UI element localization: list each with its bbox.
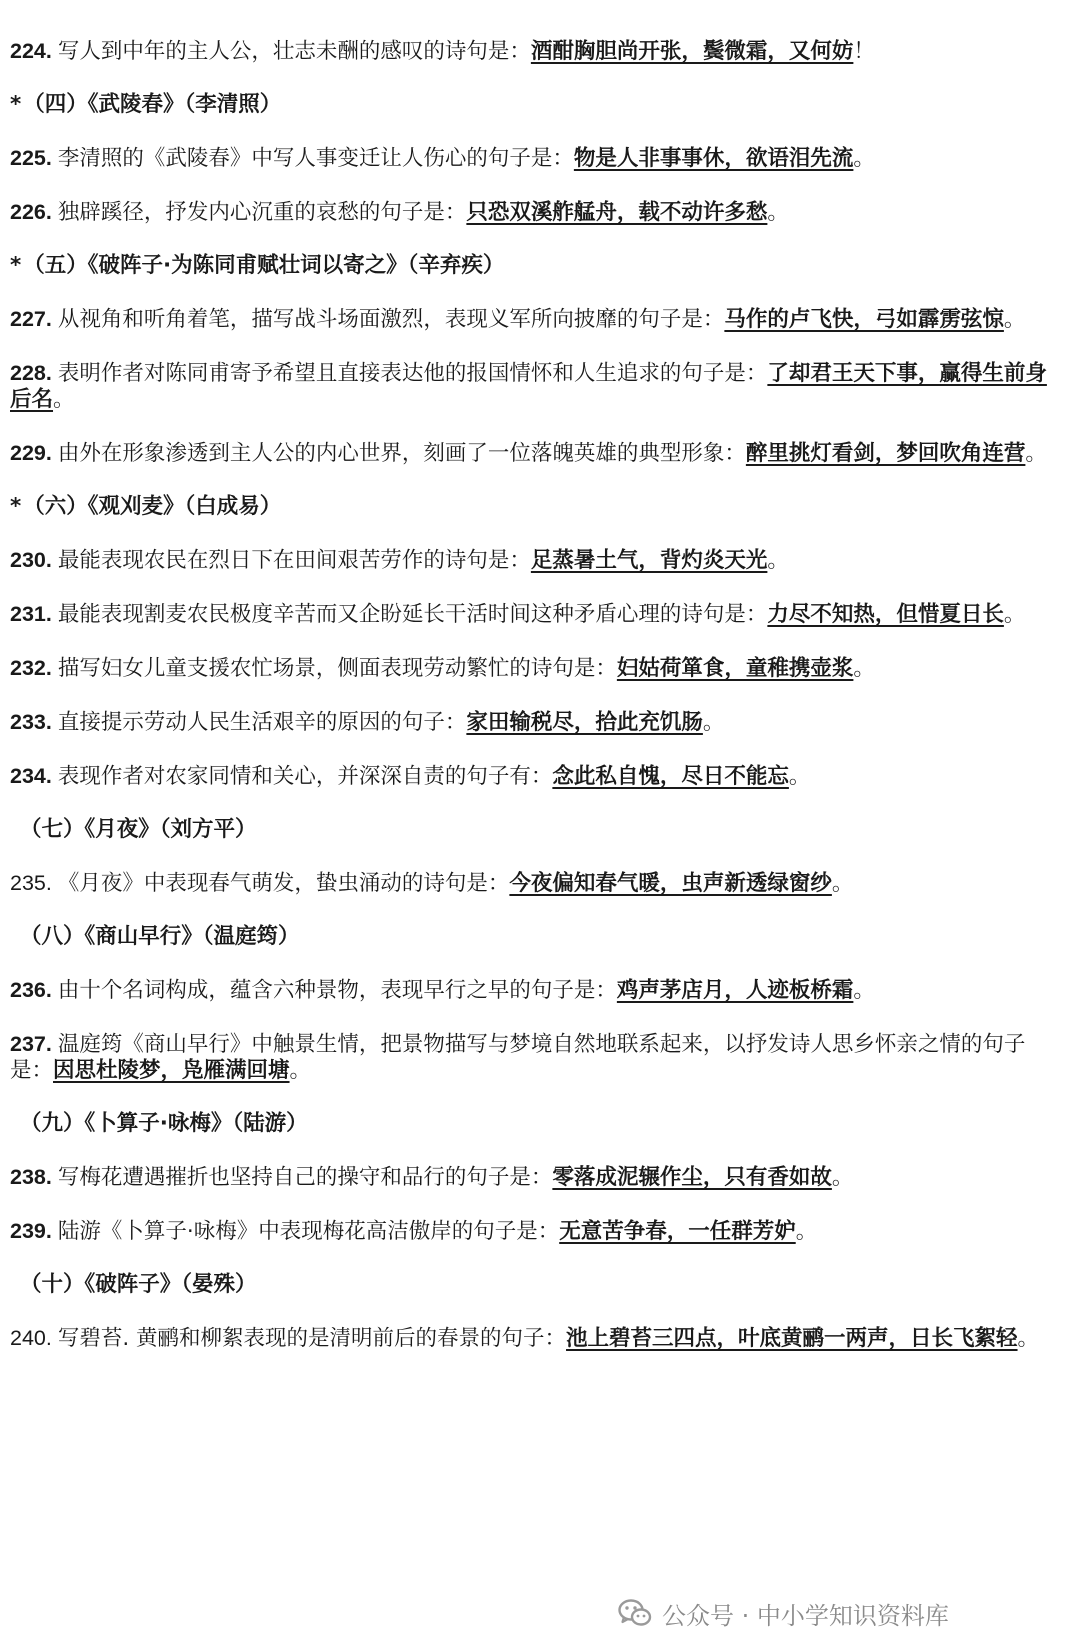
question-text: 温庭筠《商山早行》中触景生情，把景物描写与梦境自然地联系起来，以抒发诗人思乡怀亲之情的句子是： xyxy=(10,1032,1026,1083)
question-number: 231. xyxy=(10,602,52,626)
answer-text: 因思杜陵梦，凫雁满回塘 xyxy=(53,1058,290,1083)
answer-end-punct: 。 xyxy=(831,1165,854,1190)
answer-text: 今夜偏知春气暖，虫声新透绿窗纱 xyxy=(509,871,832,896)
question-number: 239. xyxy=(10,1219,52,1243)
question-item xyxy=(10,655,1068,682)
question-text: 写梅花遭遇摧折也坚持自己的操守和品行的句子是： xyxy=(57,1165,553,1190)
question-number: 230. xyxy=(10,548,52,572)
answer-end-punct: 。 xyxy=(53,387,75,412)
section-title: （六）《观刈麦》（白成易） xyxy=(23,494,282,519)
section-heading xyxy=(10,92,1068,118)
question-item xyxy=(10,709,1068,736)
answer-end-punct: 。 xyxy=(1003,307,1026,332)
question-item xyxy=(10,38,1068,65)
question-text: 写碧苔. 黄鹂和柳絮表现的是清明前后的春景的句子： xyxy=(57,1326,567,1351)
answer-text: 无意苦争春，一任群芳妒 xyxy=(559,1219,796,1244)
question-number: 238. xyxy=(10,1165,52,1189)
question-number: 225. xyxy=(10,146,52,170)
answer-text: 马作的卢飞快，弓如霹雳弦惊 xyxy=(724,307,1004,332)
question-item xyxy=(10,1031,1068,1084)
question-item xyxy=(10,440,1068,467)
section-heading xyxy=(10,253,1068,279)
section-title: （九）《卜算子·咏梅》（陆游） xyxy=(20,1111,308,1136)
answer-end-punct: 。 xyxy=(767,200,789,225)
question-item xyxy=(10,360,1068,413)
answer-end-punct: 。 xyxy=(795,1219,818,1244)
question-text: 《月夜》中表现春气萌发，蛰虫涌动的诗句是： xyxy=(57,871,510,896)
answer-text: 念此私自愧，尽日不能忘 xyxy=(552,764,789,789)
question-text: 表现作者对农家同情和关心，并深深自责的句子有： xyxy=(57,764,553,789)
answer-text: 鸡声茅店月，人迹板桥霜 xyxy=(616,978,854,1003)
section-heading xyxy=(10,817,1068,843)
answer-text: 只恐双溪舴艋舟，载不动许多愁 xyxy=(466,200,768,225)
answer-end-punct: 。 xyxy=(1017,1326,1040,1351)
question-number: 224. xyxy=(10,39,52,63)
question-text: 描写妇女儿童支援农忙场景，侧面表现劳动繁忙的诗句是： xyxy=(57,656,617,681)
question-number: 235. xyxy=(10,871,52,895)
answer-end-punct: 。 xyxy=(1003,602,1026,627)
question-item xyxy=(10,547,1068,574)
answer-end-punct: 。 xyxy=(831,871,854,896)
answer-end-punct: ！ xyxy=(853,39,875,64)
question-number: 228. xyxy=(10,361,52,385)
section-heading xyxy=(10,1272,1068,1298)
answer-text: 力尽不知热，但惜夏日长 xyxy=(767,602,1004,627)
section-title: （五）《破阵子·为陈同甫赋壮词以寄之》（辛弃疾） xyxy=(23,253,505,278)
answer-text: 了却君王天下事，赢得生前身后名 xyxy=(10,361,1047,412)
answer-end-punct: 。 xyxy=(853,656,875,681)
answer-end-punct: 。 xyxy=(289,1058,312,1083)
question-text: 独辟蹊径，抒发内心沉重的哀愁的句子是： xyxy=(57,200,467,225)
section-title: （四）《武陵春》（李清照） xyxy=(23,92,282,117)
question-text: 最能表现农民在烈日下在田间艰苦劳作的诗句是： xyxy=(57,548,531,573)
answer-end-punct: 。 xyxy=(853,146,875,171)
answer-end-punct: 。 xyxy=(767,548,789,573)
section-heading xyxy=(10,924,1068,950)
watermark xyxy=(618,1598,949,1628)
section-star: * xyxy=(10,494,22,519)
answer-text: 酒酣胸胆尚开张，鬓微霜，又何妨 xyxy=(530,39,854,64)
section-star: * xyxy=(10,253,22,278)
question-text: 写人到中年的主人公，壮志未酬的感叹的诗句是： xyxy=(57,39,531,64)
question-text: 由外在形象渗透到主人公的内心世界，刻画了一位落魄英雄的典型形象： xyxy=(57,441,746,466)
section-heading xyxy=(10,1111,1068,1137)
answer-end-punct: 。 xyxy=(788,764,811,789)
question-text: 由十个名词构成，蕴含六种景物，表现早行之早的句子是： xyxy=(57,978,617,1003)
question-number: 227. xyxy=(10,307,52,331)
question-number: 232. xyxy=(10,656,52,680)
question-text: 最能表现割麦农民极度辛苦而又企盼延长干活时间这种矛盾心理的诗句是： xyxy=(57,602,768,627)
question-number: 237. xyxy=(10,1032,52,1056)
question-item xyxy=(10,763,1068,790)
watermark-text: 公众号 · 中小学知识资料库 xyxy=(662,1601,949,1630)
question-item xyxy=(10,306,1068,333)
question-number: 229. xyxy=(10,441,52,465)
answer-text: 醉里挑灯看剑，梦回吹角连营 xyxy=(745,441,1026,466)
answer-text: 物是人非事事休，欲语泪先流 xyxy=(573,146,854,171)
answer-end-punct: 。 xyxy=(1025,441,1047,466)
question-item xyxy=(10,601,1068,628)
wechat-icon xyxy=(618,1599,652,1627)
question-item xyxy=(10,870,1068,897)
question-item xyxy=(10,1164,1068,1191)
question-text: 李清照的《武陵春》中写人事变迁让人伤心的句子是： xyxy=(57,146,574,171)
answer-text: 家田输税尽，拾此充饥肠 xyxy=(466,710,703,735)
question-text: 直接提示劳动人民生活艰辛的原因的句子： xyxy=(57,710,467,735)
question-number: 226. xyxy=(10,200,52,224)
answer-text: 零落成泥辗作尘，只有香如故 xyxy=(552,1165,832,1190)
question-item xyxy=(10,1325,1068,1352)
question-text: 表明作者对陈同甫寄予希望且直接表达他的报国情怀和人生追求的句子是： xyxy=(57,361,768,386)
section-title: （十）《破阵子》（晏殊） xyxy=(20,1272,257,1297)
question-text: 从视角和听角着笔，描写战斗场面激烈，表现义军所向披靡的句子是： xyxy=(57,307,725,332)
answer-text: 足蒸暑土气，背灼炎天光 xyxy=(530,548,768,573)
section-title: （七）《月夜》（刘方平） xyxy=(20,817,257,842)
answer-end-punct: 。 xyxy=(853,978,875,1003)
question-number: 240. xyxy=(10,1326,52,1350)
question-text: 陆游《卜算子·咏梅》中表现梅花高洁傲岸的句子是： xyxy=(57,1219,560,1244)
question-number: 233. xyxy=(10,710,52,734)
question-item xyxy=(10,1218,1068,1245)
question-item xyxy=(10,977,1068,1004)
question-number: 236. xyxy=(10,978,52,1002)
question-number: 234. xyxy=(10,764,52,788)
answer-text: 池上碧苔三四点，叶底黄鹂一两声，日长飞絮轻 xyxy=(566,1326,1018,1351)
section-heading xyxy=(10,494,1068,520)
question-item xyxy=(10,145,1068,172)
answer-end-punct: 。 xyxy=(702,710,725,735)
answer-text: 妇姑荷箪食，童稚携壶浆 xyxy=(616,656,854,681)
question-item xyxy=(10,199,1068,226)
section-title: （八）《商山早行》（温庭筠） xyxy=(20,924,300,949)
section-star: * xyxy=(10,92,22,117)
